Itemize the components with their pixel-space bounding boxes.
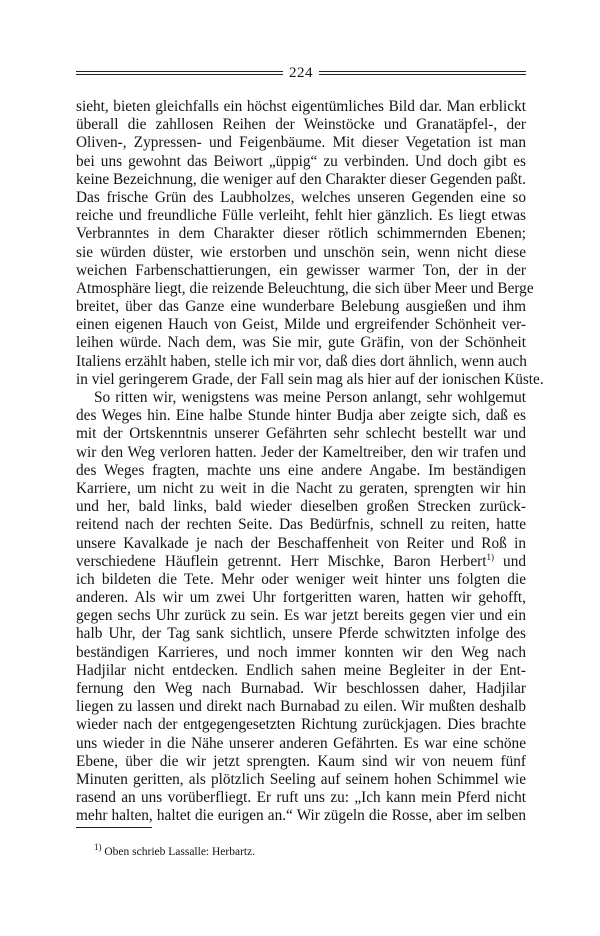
text-line: Karriere, um nicht zu weit in die Nacht zu geraten, sprengten wir hin: [76, 479, 526, 497]
text-line: und her, bald links, bald wieder dieselben großen Strecken zurück-: [76, 498, 526, 516]
body-text: [76, 98, 544, 826]
text-line: reitend nach der rechten Seite. Das Bedürfnis, schnell zu reiten, hatte: [76, 516, 526, 534]
text-line: Italiens erzählt haben, stelle ich mir vor, daß dies dort ähnlich, wenn auch: [76, 352, 527, 370]
page-header: [76, 62, 526, 84]
text-line: Minuten geritten, als plötzlich Seeling auf seinem hohen Schimmel wie: [76, 770, 526, 788]
text-line-segment: und: [493, 552, 526, 570]
text-line: Oliven-, Zypressen- und Feigenbäume. Mit dieser Vegetation ist man: [76, 134, 526, 152]
text-line: sieht, bieten gleichfalls ein höchst eigentümliches Bild dar. Man erblickt: [76, 98, 526, 115]
text-line: Atmosphäre liegt, die reizende Beleuchtung, die sich über Meer und Berge: [76, 279, 534, 297]
text-line: mehr halten, haltet die eurigen an.“ Wir zügeln die Rosse, aber im selben: [76, 807, 526, 825]
text-line: in viel geringerem Grade, der Fall sein mag als hier auf der ionischen Küste.: [76, 370, 544, 388]
text-line: bei uns gewohnt das Beiwort „üppig“ zu verbinden. Und doch gibt es: [76, 152, 526, 170]
footnote-mark: 1): [94, 842, 102, 853]
text-line-segment: verschiedene Häuflein getrennt. Herr Mischke, Baron Herbert: [76, 552, 487, 570]
text-line: So ritten wir, wenigstens was meine Person anlangt, sehr wohlgemut: [94, 389, 526, 406]
text-line: überall die zahllosen Reihen der Weinstöcke und Granatäpfel-, der: [76, 116, 526, 134]
text-line: ich bildeten die Tete. Mehr oder weniger weit hinter uns folgten die: [76, 570, 526, 588]
text-line: liegen zu lassen und direkt nach Burnabad zu eilen. Wir mußten deshalb: [76, 698, 526, 716]
text-line: Hadjilar nicht entdecken. Endlich sahen meine Begleiter in der Ent-: [76, 661, 526, 679]
text-line: mit der Ortskenntnis unserer Gefährten sehr schlecht bestellt war und: [76, 425, 526, 443]
text-line: anderen. Als wir um zwei Uhr fortgeritten waren, hatten wir gehofft,: [76, 589, 526, 607]
text-line: gegen sechs Uhr zurück zu sein. Es war jetzt bereits gegen vier und ein: [76, 607, 526, 625]
text-line: reiche und freundliche Fülle verleiht, fehlt hier gänzlich. Es liegt etwas: [76, 207, 526, 225]
text-line: sie würden düster, wie erstorben und unschön sein, wenn nicht diese: [76, 243, 526, 261]
text-line: uns wieder in die Nähe unserer anderen Gefährten. Es war eine schöne: [76, 734, 526, 752]
text-line: breitet, über das Ganze eine wunderbare Belebung ausgießen und ihm: [76, 298, 526, 316]
text-line: Verbranntes in dem Charakter dieser rötlich schimmernden Ebenen;: [76, 225, 526, 243]
text-line: fernung den Weg nach Burnabad. Wir beschlossen daher, Hadjilar: [76, 680, 526, 697]
text-line-with-footnote-ref: [76, 553, 526, 571]
text-line: des Weges hin. Eine halbe Stunde hinter Budja aber zeigte sich, daß es: [76, 407, 526, 425]
header-rule-left: [76, 71, 283, 75]
text-line: rasend an uns vorüberfliegt. Er ruft uns zu: „Ich kann mein Pferd nicht: [76, 789, 526, 807]
footnote-reference: 1): [486, 551, 494, 562]
text-line: unsere Kavalkade je nach der Beschaffenheit von Reiter und Roß in: [76, 534, 526, 552]
text-line: Ebene, über die wir jetzt sprengten. Kaum sind wir von neuem fünf: [76, 752, 526, 770]
text-line: halb Uhr, der Tag sank sichtlich, unsere Pferde schwitzten infolge des: [76, 625, 526, 643]
text-line: weichen Farbenschattierungen, ein gewisser warmer Ton, der in der: [76, 261, 526, 279]
text-line: leihen würde. Nach dem, was Sie mir, gute Gräfin, von der Schönheit: [76, 334, 526, 352]
footnote-rule: [76, 827, 152, 828]
text-line: Das frische Grün des Laubholzes, welches unseren Gegenden eine so: [76, 188, 526, 206]
footnote: [94, 842, 256, 859]
text-line: des Weges fragten, machte uns eine andere Angabe. Im beständigen: [76, 461, 526, 479]
footnote-text: Oben schrieb Lassalle: Herbartz.: [101, 846, 256, 858]
text-line: einen eigenen Hauch von Geist, Milde und ergreifender Schönheit ver-: [76, 316, 526, 334]
page-number: 224: [289, 64, 313, 81]
text-line: wir den Weg verloren hatten. Jeder der Kameltreiber, den wir trafen und: [76, 443, 526, 461]
text-line: beständigen Karrieres, und noch immer konnten wir den Weg nach: [76, 643, 526, 661]
header-rule-right: [319, 71, 526, 75]
text-line: wieder nach der entgegengesetzten Richtung zurückjagen. Dies brachte: [76, 716, 526, 734]
text-line: keine Bezeichnung, die weniger auf den Charakter dieser Gegenden paßt.: [76, 170, 526, 188]
